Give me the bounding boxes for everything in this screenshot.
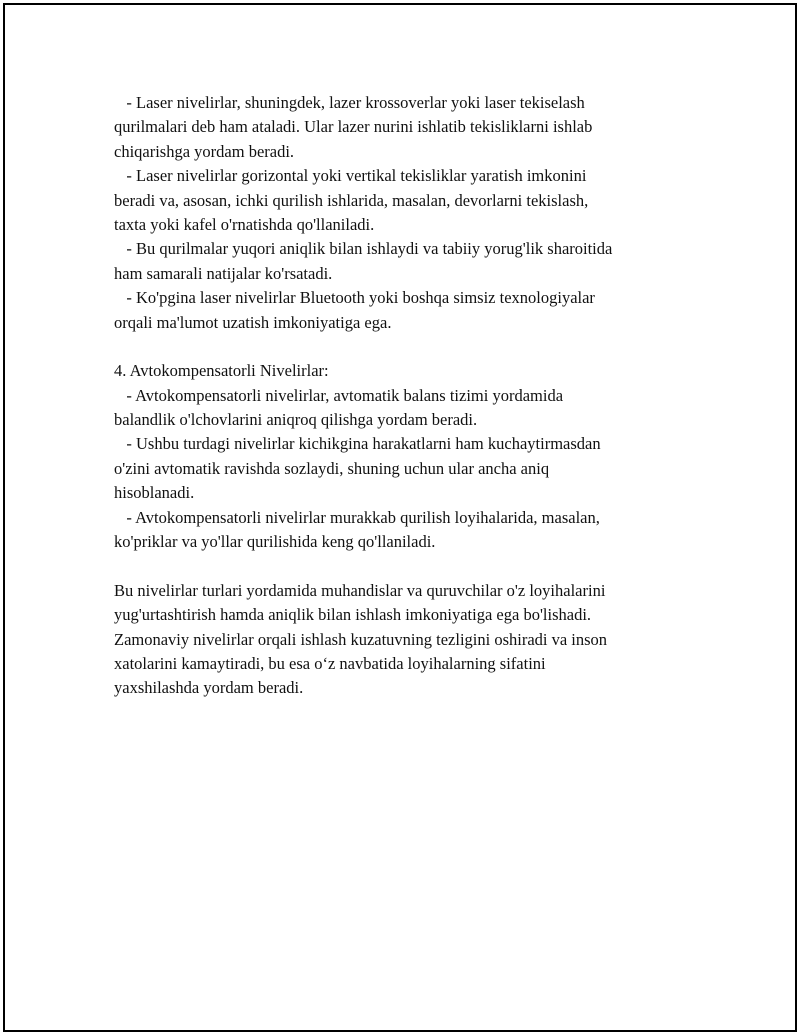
- text-line: 4. Avtokompensatorli Nivelirlar:: [114, 361, 329, 381]
- text-line: - Laser nivelirlar, shuningdek, lazer krossoverlar yoki laser tekiselash: [114, 93, 585, 112]
- text-section: [114, 91, 694, 335]
- text-line: Zamonaviy nivelirlar orqali ishlash kuzatuvning tezligini oshiradi va inson: [114, 629, 608, 649]
- text-line: - Ushbu turdagi nivelirlar kichikgina harakatlarni ham kuchaytirmasdan: [114, 434, 601, 454]
- text-line: hisoblanadi.: [114, 483, 195, 503]
- text-line: - Bu qurilmalar yuqori aniqlik bilan ishlaydi va tabiiy yorug'lik sharoitida: [114, 239, 613, 259]
- text-line: - Avtokompensatorli nivelirlar murakkab qurilish loyihalarida, masalan,: [114, 507, 600, 527]
- text-line: taxta yoki kafel o'rnatishda qo'llaniladi.: [114, 214, 375, 234]
- text-line: chiqarishga yordam beradi.: [114, 141, 295, 161]
- text-line: yaxshilashda yordam beradi.: [114, 678, 304, 698]
- text-line: yug'urtashtirish hamda aniqlik bilan ishlash imkoniyatiga ega bo'lishadi.: [114, 605, 592, 625]
- text-line: - Ko'pgina laser nivelirlar Bluetooth yoki boshqa simsiz texnologiyalar: [114, 288, 595, 308]
- text-line: balandlik o'lchovlarini aniqroq qilishga yordam beradi.: [114, 410, 478, 430]
- text-section: [114, 579, 694, 701]
- paragraph-gap: [114, 554, 694, 578]
- paragraph-gap: [114, 335, 694, 359]
- text-line: beradi va, asosan, ichki qurilish ishlarida, masalan, devorlarni tekislash,: [114, 190, 589, 210]
- text-line: ham samarali natijalar ko'rsatadi.: [114, 263, 333, 283]
- text-line: xatolarini kamaytiradi, bu esa o‘z navbatida loyihalarning sifatini: [114, 653, 546, 673]
- text-line: qurilmalari deb ham ataladi. Ular lazer nurini ishlatib tekisliklarni ishlab: [114, 117, 593, 137]
- text-line: Bu nivelirlar turlari yordamida muhandislar va quruvchilar o'z loyihalarini: [114, 580, 606, 600]
- document-body: [114, 91, 694, 701]
- text-line: - Avtokompensatorli nivelirlar, avtomatik balans tizimi yordamida: [114, 385, 564, 405]
- text-line: ko'priklar va yo'llar qurilishida keng qo'llaniladi.: [114, 532, 436, 552]
- text-line: - Laser nivelirlar gorizontal yoki vertikal tekisliklar yaratish imkonini: [114, 166, 587, 186]
- text-line: orqali ma'lumot uzatish imkoniyatiga ega.: [114, 312, 392, 332]
- text-line: o'zini avtomatik ravishda sozlaydi, shuning uchun ular ancha aniq: [114, 458, 550, 478]
- text-section: [114, 359, 694, 554]
